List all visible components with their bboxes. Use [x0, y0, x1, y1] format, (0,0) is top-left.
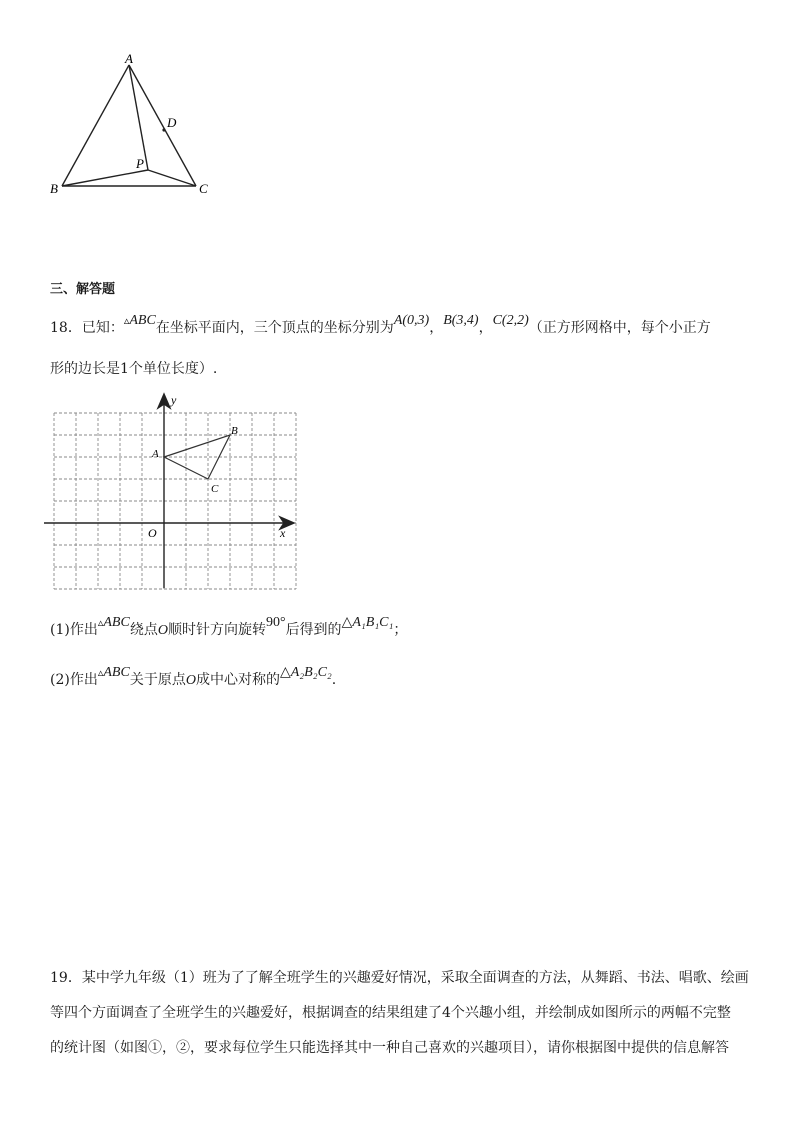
q18-line2: 形的边长是1个单位长度）. — [50, 361, 218, 377]
q18-line1: 18．已知：▵ABC在坐标平面内，三个顶点的坐标分别为A(0,3)，B(3,4)，C(2,2)（正方形网格中，每个小正方 — [50, 313, 711, 336]
q19-line3: 的统计图（如图①，②，要求每位学生只能选择其中一种自己喜欢的兴趣项目），请你根据图中提供的信息解答 — [50, 1040, 729, 1056]
label-C: C — [199, 181, 208, 196]
label-B: B — [50, 181, 58, 196]
edge-AB — [62, 65, 129, 186]
q18-part1: (1)作出▵ABC绕点O顺时针方向旋转90°后得到的△A₁B₁C₁； — [50, 614, 408, 638]
rotation-angle: 90° — [265, 615, 286, 630]
origin-label: O — [148, 526, 157, 540]
q18-intro-mid: 在坐标平面内，三个顶点的坐标分别为 — [155, 320, 394, 336]
coord-B: B(3,4) — [443, 313, 479, 328]
grid-label-B: B — [231, 425, 238, 437]
coordinate-grid — [40, 388, 300, 596]
coord-A: A(0,3) — [393, 313, 430, 328]
q18-part2: (2)作出▵ABC关于原点O成中心对称的△A₂B₂C₂. — [50, 664, 337, 688]
point-D — [162, 128, 165, 131]
q19-line1: 19．某中学九年级（1）班为了了解全班学生的兴趣爱好情况，采取全面调查的方法，从舞蹈、书法、唱歌、绘画 — [50, 970, 749, 986]
grid-label-A: A — [152, 448, 159, 460]
triangle-A1B1C1: A₁B₁C₁ — [352, 615, 394, 630]
triangle-figure — [40, 50, 220, 200]
coord-C: C(2,2) — [492, 313, 529, 328]
label-P: P — [136, 156, 144, 171]
segment-BP — [62, 170, 148, 186]
q18-triangle: ABC — [129, 313, 156, 328]
q18-intro-tail: （正方形网格中，每个小正方 — [528, 320, 711, 336]
q19-line2: 等四个方面调查了全班学生的兴趣爱好，根据调查的结果组建了4个兴趣小组，并绘制成如图所示的两幅不完整 — [50, 1005, 731, 1021]
label-A: A — [125, 51, 133, 66]
section-heading: 三、解答题 — [50, 282, 116, 297]
x-axis-label: x — [280, 526, 286, 540]
y-axis-label: y — [171, 393, 177, 407]
grid-label-C: C — [211, 483, 219, 495]
triangle-A2B2C2: A₂B₂C₂ — [290, 665, 332, 680]
q18-number: 18．已知： — [50, 320, 124, 336]
label-D: D — [167, 115, 177, 130]
